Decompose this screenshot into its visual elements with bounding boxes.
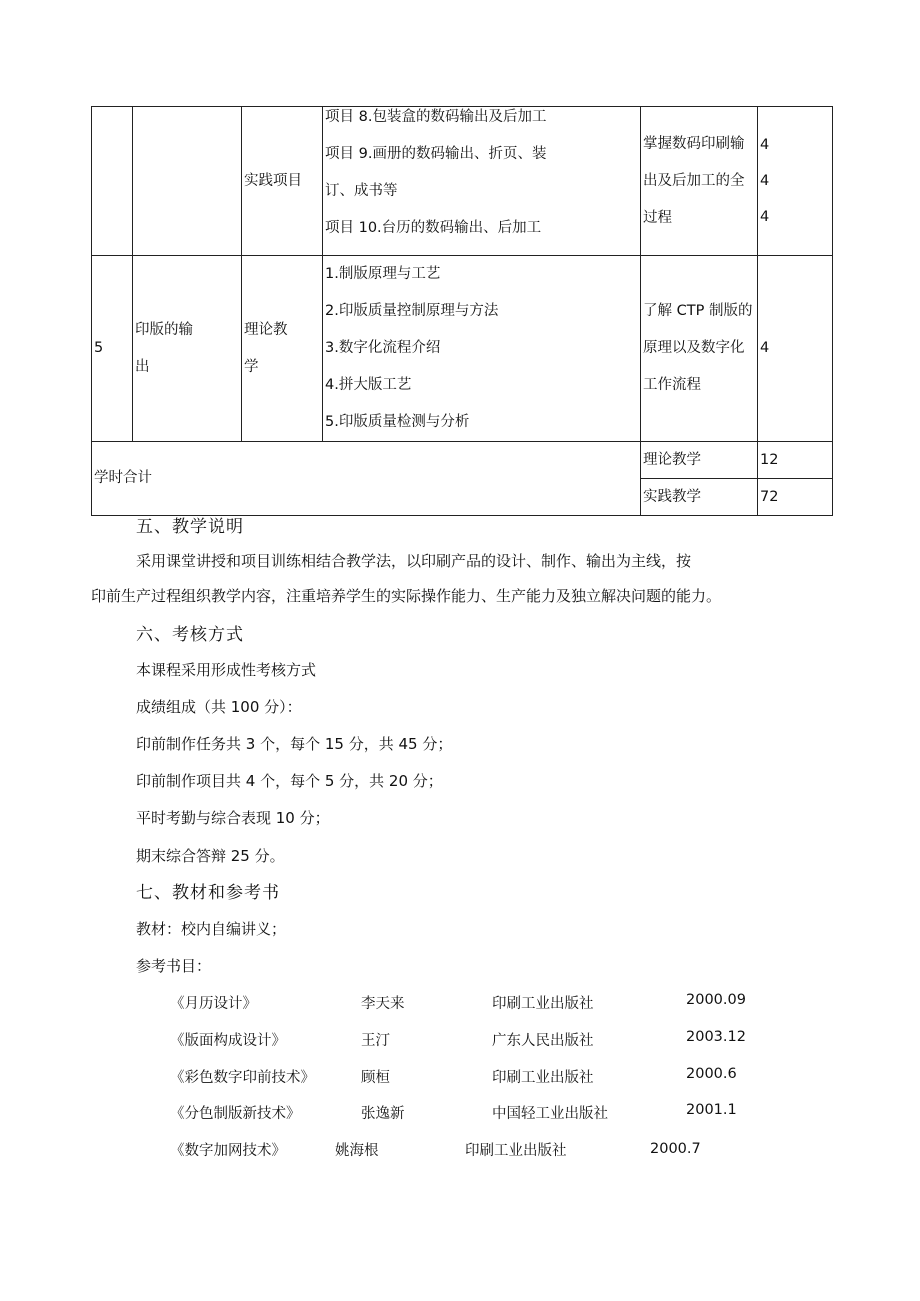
cell-module <box>133 107 242 256</box>
list-item: 4.拼大版工艺 <box>325 377 412 393</box>
hours-value: 4 <box>760 137 770 153</box>
paragraph-line: 采用课堂讲授和项目训练相结合教学法，以印刷产品的设计、制作、输出为主线，按 <box>136 552 692 570</box>
list-item: 1.制版原理与工艺 <box>325 266 441 282</box>
paragraph-line: 印前生产过程组织教学内容，注重培养学生的实际操作能力、生产能力及独立解决问题的能力。 <box>91 587 722 605</box>
section-heading-teaching-notes: 五、教学说明 <box>136 517 244 537</box>
objective-line: 工作流程 <box>643 377 701 393</box>
objective-line: 掌握数码印刷输 <box>643 135 745 152</box>
book-title: 《数字加网技术》 <box>170 1143 286 1159</box>
list-item: 项目 9.画册的数码输出、折页、装 <box>325 146 547 162</box>
practice-hours-cell: 72 <box>758 479 833 516</box>
objective-line: 出及后加工的全 <box>643 172 745 189</box>
cell-number <box>92 107 133 256</box>
book-title: 《分色制版新技术》 <box>170 1106 301 1122</box>
theory-hours-cell: 12 <box>758 442 833 479</box>
cell-items <box>323 107 641 256</box>
book-author: 王汀 <box>361 1033 390 1049</box>
book-author: 姚海根 <box>335 1143 379 1159</box>
assessment-line: 印前制作任务共 3 个，每个 15 分，共 45 分； <box>136 735 453 753</box>
book-publisher: 中国轻工业出版社 <box>492 1106 608 1122</box>
book-year: 2000.09 <box>686 992 746 1008</box>
list-item: 项目 10.台历的数码输出、后加工 <box>325 220 542 236</box>
theory-label-cell: 理论教学 <box>641 442 758 479</box>
objective-line: 原理以及数字化 <box>643 340 745 356</box>
assessment-line: 印前制作项目共 4 个，每个 5 分，共 20 分； <box>136 772 443 790</box>
table-row <box>92 256 833 442</box>
textbook-line: 教材：校内自编讲义； <box>136 920 287 938</box>
book-publisher: 印刷工业出版社 <box>465 1143 567 1159</box>
book-title: 《彩色数字印前技术》 <box>170 1070 315 1086</box>
book-year: 2001.1 <box>686 1102 737 1118</box>
assessment-line: 期末综合答辩 25 分。 <box>136 847 285 865</box>
list-item: 5.印版质量检测与分析 <box>325 414 470 430</box>
table-row <box>92 442 833 479</box>
list-item: 2.印版质量控制原理与方法 <box>325 303 499 319</box>
cell-module <box>133 256 242 442</box>
table-row <box>92 107 833 256</box>
section-heading-assessment: 六、考核方式 <box>136 625 244 645</box>
book-year: 2003.12 <box>686 1029 746 1045</box>
book-title: 《月历设计》 <box>170 996 257 1012</box>
cell-objective <box>641 107 758 256</box>
hours-value: 4 <box>760 209 770 225</box>
cell-hours <box>758 107 833 256</box>
assessment-line: 平时考勤与综合表现 10 分； <box>136 809 330 827</box>
cell-type: 实践项目 <box>242 107 323 256</box>
book-publisher: 印刷工业出版社 <box>492 996 594 1012</box>
book-year: 2000.6 <box>686 1066 737 1082</box>
type-line: 学 <box>244 358 259 375</box>
cell-items <box>323 256 641 442</box>
hours-value: 4 <box>760 173 770 189</box>
objective-line: 了解 CTP 制版的 <box>643 303 753 319</box>
cell-type <box>242 256 323 442</box>
type-line: 理论教 <box>244 321 288 338</box>
assessment-line: 成绩组成（共 100 分）： <box>136 698 302 716</box>
cell-objective <box>641 256 758 442</box>
total-label-cell: 学时合计 <box>92 442 641 516</box>
module-line: 印版的输 <box>135 321 193 338</box>
module-line: 出 <box>135 358 150 375</box>
section-heading-textbooks: 七、教材和参考书 <box>136 883 280 903</box>
book-publisher: 印刷工业出版社 <box>492 1070 594 1086</box>
objective-line: 过程 <box>643 209 672 226</box>
book-title: 《版面构成设计》 <box>170 1033 286 1049</box>
book-author: 张逸新 <box>361 1106 405 1122</box>
list-item: 3.数字化流程介绍 <box>325 340 441 356</box>
book-year: 2000.7 <box>650 1141 701 1157</box>
course-schedule-table <box>91 106 833 516</box>
book-publisher: 广东人民出版社 <box>492 1033 594 1049</box>
assessment-line: 本课程采用形成性考核方式 <box>136 661 317 679</box>
list-item: 项目 8.包装盒的数码输出及后加工 <box>325 109 547 125</box>
cell-hours: 4 <box>758 256 833 442</box>
book-author: 李天来 <box>361 996 405 1012</box>
book-author: 顾桓 <box>361 1070 390 1086</box>
cell-number: 5 <box>92 256 133 442</box>
list-item: 订、成书等 <box>325 183 398 199</box>
references-label: 参考书目： <box>136 957 212 975</box>
practice-label-cell: 实践教学 <box>641 479 758 516</box>
